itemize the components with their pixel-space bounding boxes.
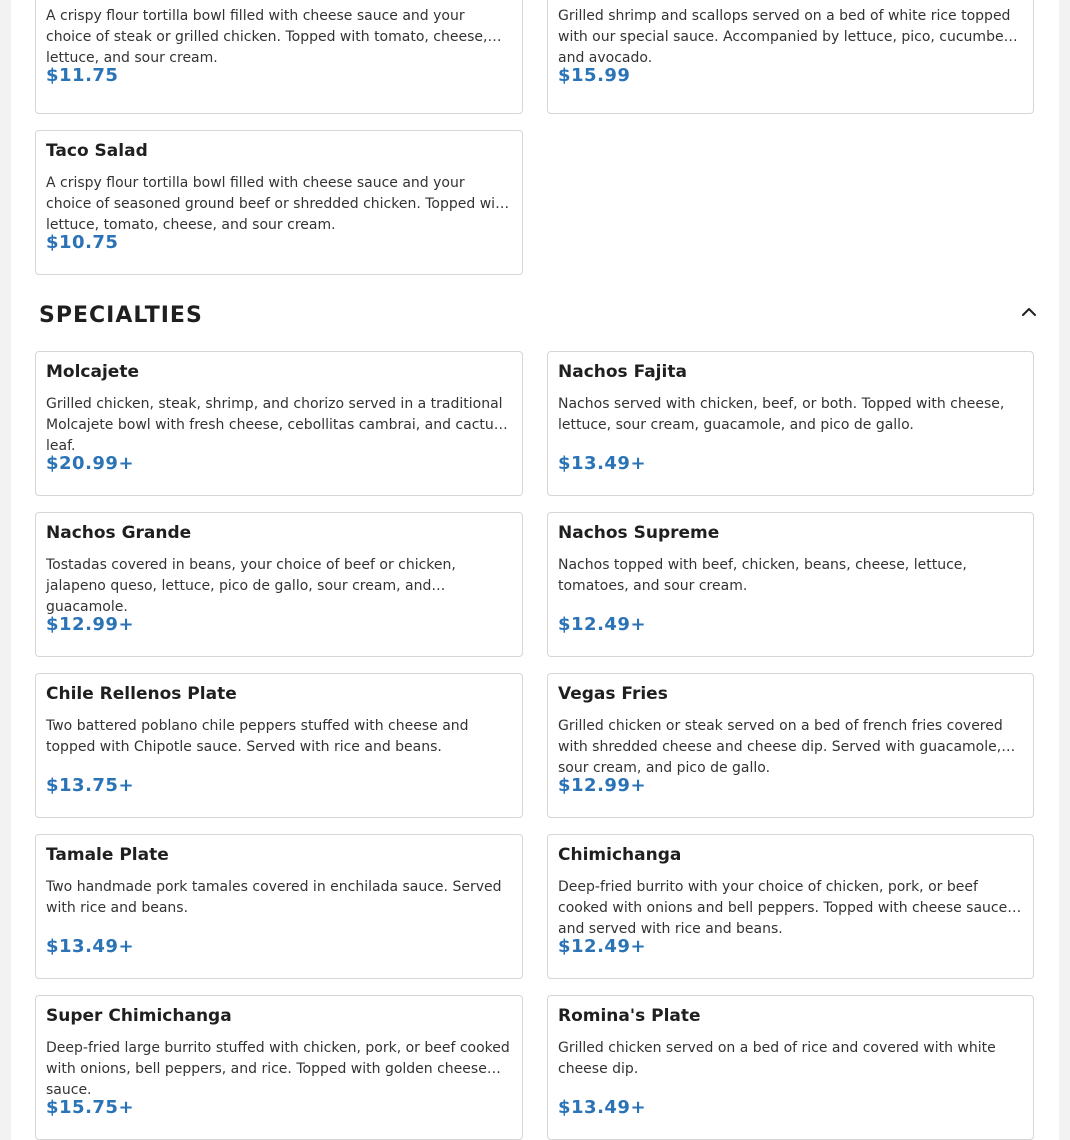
menu-item-card[interactable] (547, 512, 1034, 657)
chevron-up-icon[interactable] (1017, 300, 1041, 324)
menu-item-card[interactable] (35, 130, 523, 275)
menu-item-description: Two battered poblano chile peppers stuffed with cheese and topped with Chipotle sauce. Served with rice and beans. (46, 718, 469, 755)
menu-item-description: Grilled shrimp and scallops served on a bed of white rice topped with our special sauce. Accompanied by lettuce, pico, cucumber, and avocado. (558, 8, 1014, 66)
menu-item-price: $13.49+ (558, 453, 647, 474)
specialties-section-header[interactable] (39, 298, 1037, 334)
menu-item-card[interactable] (547, 995, 1034, 1140)
specialties-section (35, 351, 1034, 1140)
menu-item-card[interactable] (35, 995, 523, 1140)
menu-item-card[interactable] (547, 0, 1034, 114)
menu-item-description: Deep-fried large burrito stuffed with chicken, pork, or beef cooked with onions, bell peppers, and rice. Topped with golden cheese sauce. (46, 1040, 510, 1098)
menu-item-price: $12.49+ (558, 936, 647, 957)
menu-item-card[interactable] (547, 673, 1034, 818)
menu-item-price: $13.49+ (46, 936, 135, 957)
menu-item-description: Nachos topped with beef, chicken, beans, cheese, lettuce, tomatoes, and sour cream. (558, 557, 967, 594)
menu-item-price: $13.49+ (558, 1097, 647, 1118)
specialties-grid (35, 351, 1034, 1140)
menu-item-price: $20.99+ (46, 453, 135, 474)
menu-item-card[interactable] (35, 351, 523, 496)
menu-item-description: Tostadas covered in beans, your choice of beef or chicken, jalapeno queso, lettuce, pico de gallo, sour cream, and guacamole. (46, 557, 456, 615)
menu-item-title: Romina's Plate (558, 1006, 701, 1026)
menu-item-card[interactable] (35, 834, 523, 979)
menu-item-price: $13.75+ (46, 775, 135, 796)
menu-item-card[interactable] (35, 673, 523, 818)
menu-item-title: Vegas Fries (558, 684, 668, 704)
menu-item-price: $12.49+ (558, 614, 647, 635)
menu-item-description: Deep-fried burrito with your choice of chicken, pork, or beef cooked with onions and bell peppers. Topped with cheese sauce and served with rice and beans. (558, 879, 1008, 937)
previous-section-items (35, 0, 1034, 275)
menu-item-title: Molcajete (46, 362, 139, 382)
menu-item-description: Two handmade pork tamales covered in enchilada sauce. Served with rice and beans. (46, 879, 502, 916)
menu-item-title: Super Chimichanga (46, 1006, 232, 1026)
menu-item-title: Tamale Plate (46, 845, 169, 865)
menu-item-card[interactable] (35, 0, 523, 114)
menu-item-title: Nachos Grande (46, 523, 192, 543)
menu-item-description: Grilled chicken, steak, shrimp, and chorizo served in a traditional Molcajete bowl with fresh cheese, cebollitas cambrai, and cactus leaf. (46, 396, 503, 454)
menu-page (11, 0, 1059, 1140)
menu-item-description: A crispy flour tortilla bowl filled with cheese sauce and your choice of seasoned ground beef or shredded chicken. Topped with lettuce, tomato, cheese, and sour cream. (46, 175, 510, 233)
menu-item-price: $11.75 (46, 65, 119, 86)
menu-item-card[interactable] (35, 512, 523, 657)
menu-item-price: $12.99+ (558, 775, 647, 796)
menu-item-card[interactable] (547, 834, 1034, 979)
menu-item-price: $12.99+ (46, 614, 135, 635)
menu-item-title: Chile Rellenos Plate (46, 684, 237, 704)
menu-item-card[interactable] (547, 351, 1034, 496)
menu-item-title: Nachos Supreme (558, 523, 720, 543)
menu-item-description: Grilled chicken served on a bed of rice and covered with white cheese dip. (558, 1040, 996, 1077)
section-title: SPECIALTIES (39, 303, 203, 328)
menu-item-description: Grilled chicken or steak served on a bed of french fries covered with shredded cheese and cheese dip. Served with guacamole, sour cream, and pico de gallo. (558, 718, 1003, 776)
menu-item-title: Taco Salad (46, 141, 148, 161)
menu-item-description: Nachos served with chicken, beef, or both. Topped with cheese, lettuce, sour cream, guacamole, and pico de gallo. (558, 396, 1005, 433)
menu-item-price: $15.75+ (46, 1097, 135, 1118)
menu-item-description: A crispy flour tortilla bowl filled with cheese sauce and your choice of steak or grilled chicken. Topped with tomato, cheese, lettuce, and sour cream. (46, 8, 488, 66)
menu-item-price: $15.99 (558, 65, 631, 86)
menu-item-price: $10.75 (46, 232, 119, 253)
menu-item-title: Nachos Fajita (558, 362, 687, 382)
menu-item-title: Chimichanga (558, 845, 682, 865)
